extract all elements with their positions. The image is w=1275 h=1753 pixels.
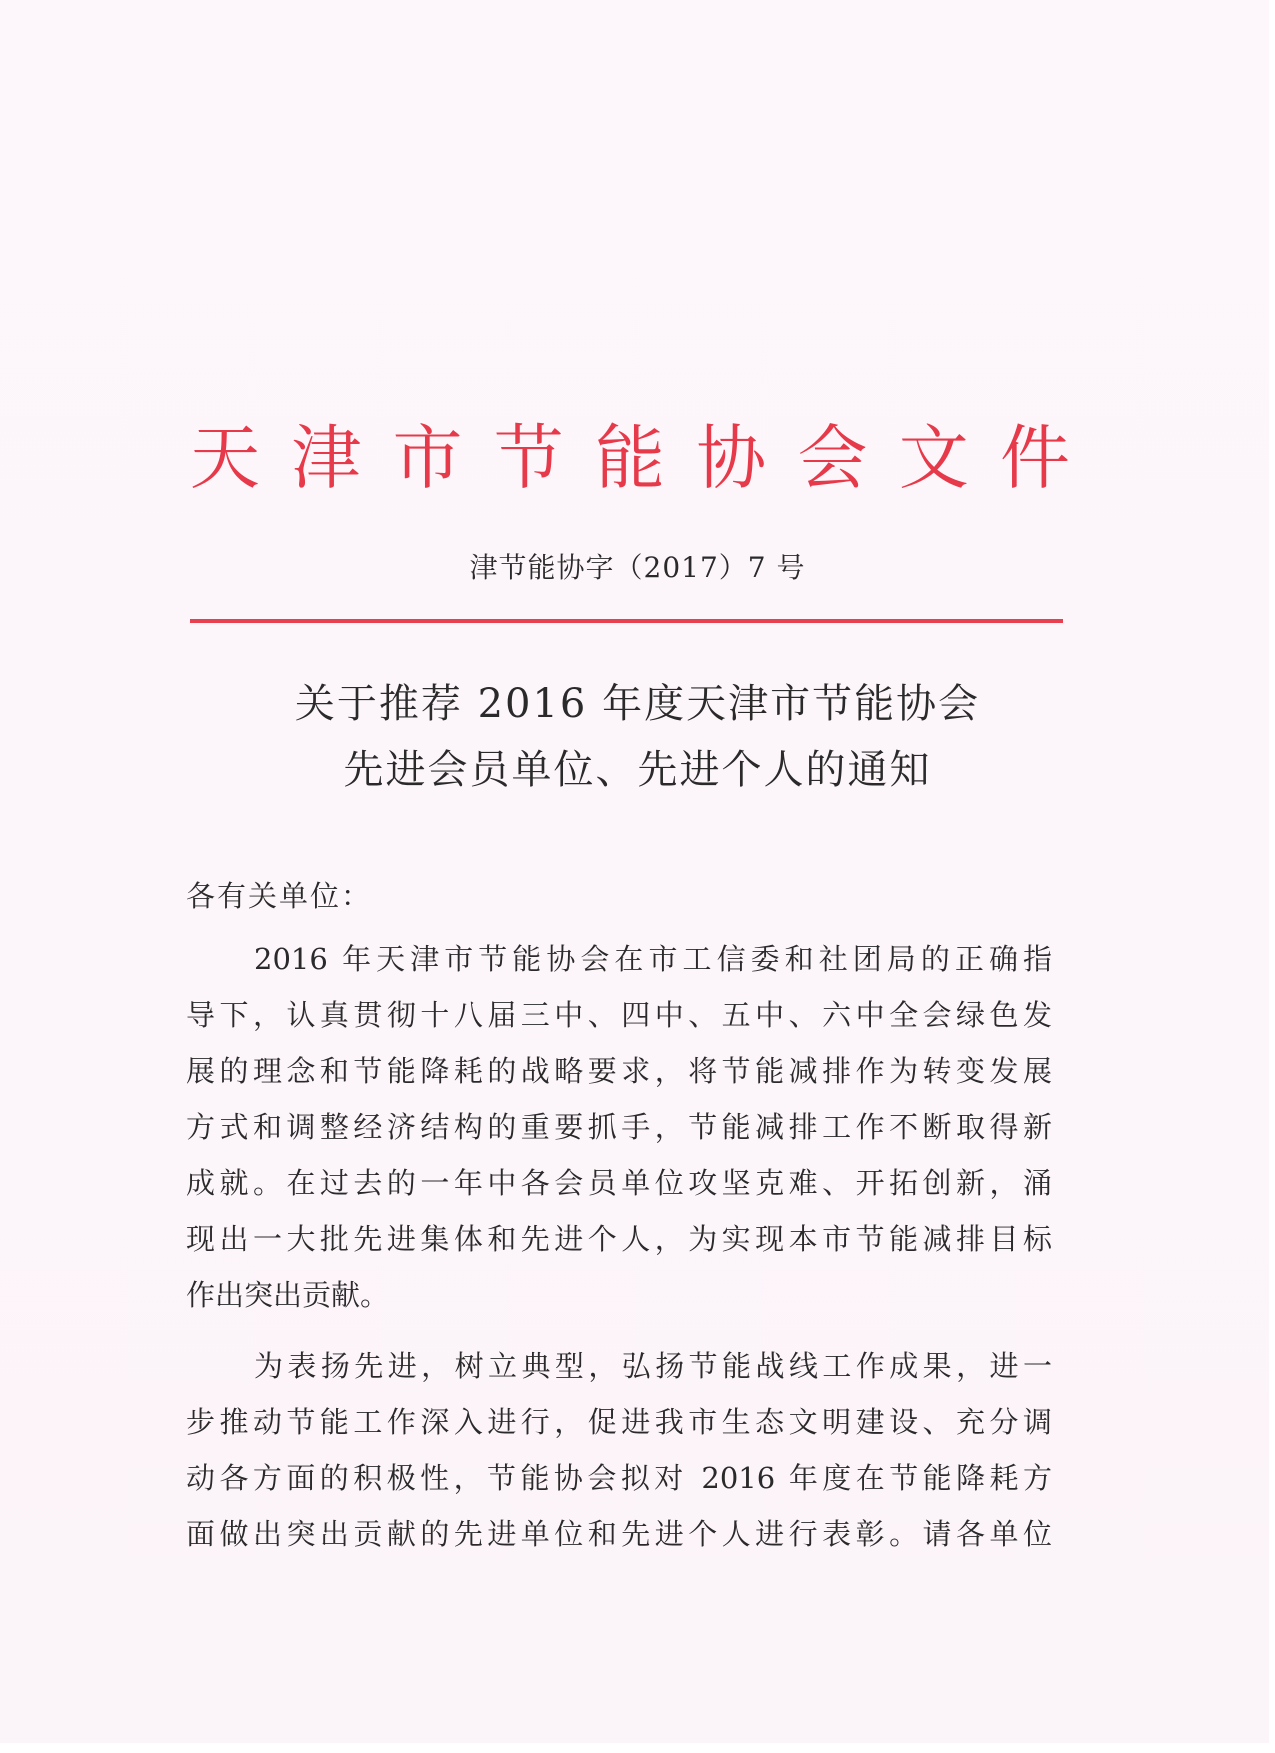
salutation: 各有关单位：	[186, 879, 373, 913]
notice-title-line-2: 先进会员单位、先进个人的通知	[343, 747, 932, 793]
paragraph-1-line: 导下，认真贯彻十八届三中、四中、五中、六中全会绿色发	[186, 998, 1052, 1032]
paragraph-1-line: 方式和调整经济结构的重要抓手，节能减排工作不断取得新	[186, 1110, 1052, 1144]
masthead-title	[190, 418, 1070, 498]
paragraph-1-line: 成就。在过去的一年中各会员单位攻坚克难、开拓创新，涌	[186, 1166, 1052, 1200]
paragraph-2-line: 为表扬先进，树立典型，弘扬节能战线工作成果，进一	[254, 1349, 1052, 1383]
masthead-char: 会	[797, 417, 868, 499]
document-number: 津节能协字（2017）7 号	[469, 551, 806, 584]
red-divider-rule	[190, 619, 1063, 623]
scan-edge	[0, 1743, 1275, 1753]
masthead-char: 协	[696, 417, 767, 499]
paragraph-1-line: 展的理念和节能降耗的战略要求，将节能减排作为转变发展	[186, 1054, 1052, 1088]
scan-edge	[1269, 0, 1275, 1753]
paragraph-1-line: 2016 年天津市节能协会在市工信委和社团局的正确指	[254, 942, 1052, 976]
masthead-char: 件	[1000, 417, 1070, 499]
paragraph-2-line: 动各方面的积极性，节能协会拟对 2016 年度在节能降耗方	[186, 1461, 1052, 1495]
masthead-char: 节	[493, 417, 564, 499]
masthead-char: 津	[291, 417, 362, 499]
paragraph-2-line: 步推动节能工作深入进行，促进我市生态文明建设、充分调	[186, 1405, 1052, 1439]
masthead-char: 天	[190, 417, 260, 499]
paragraph-2-line: 面做出突出贡献的先进单位和先进个人进行表彰。请各单位	[186, 1517, 1052, 1551]
paragraph-1-line: 现出一大批先进集体和先进个人，为实现本市节能减排目标	[186, 1222, 1052, 1256]
paragraph-1-line: 作出突出贡献。	[186, 1278, 390, 1312]
masthead-char: 能	[595, 417, 665, 499]
masthead-char: 市	[392, 417, 463, 499]
notice-title-line-1: 关于推荐 2016 年度天津市节能协会	[294, 681, 981, 727]
masthead-char: 文	[898, 417, 969, 499]
